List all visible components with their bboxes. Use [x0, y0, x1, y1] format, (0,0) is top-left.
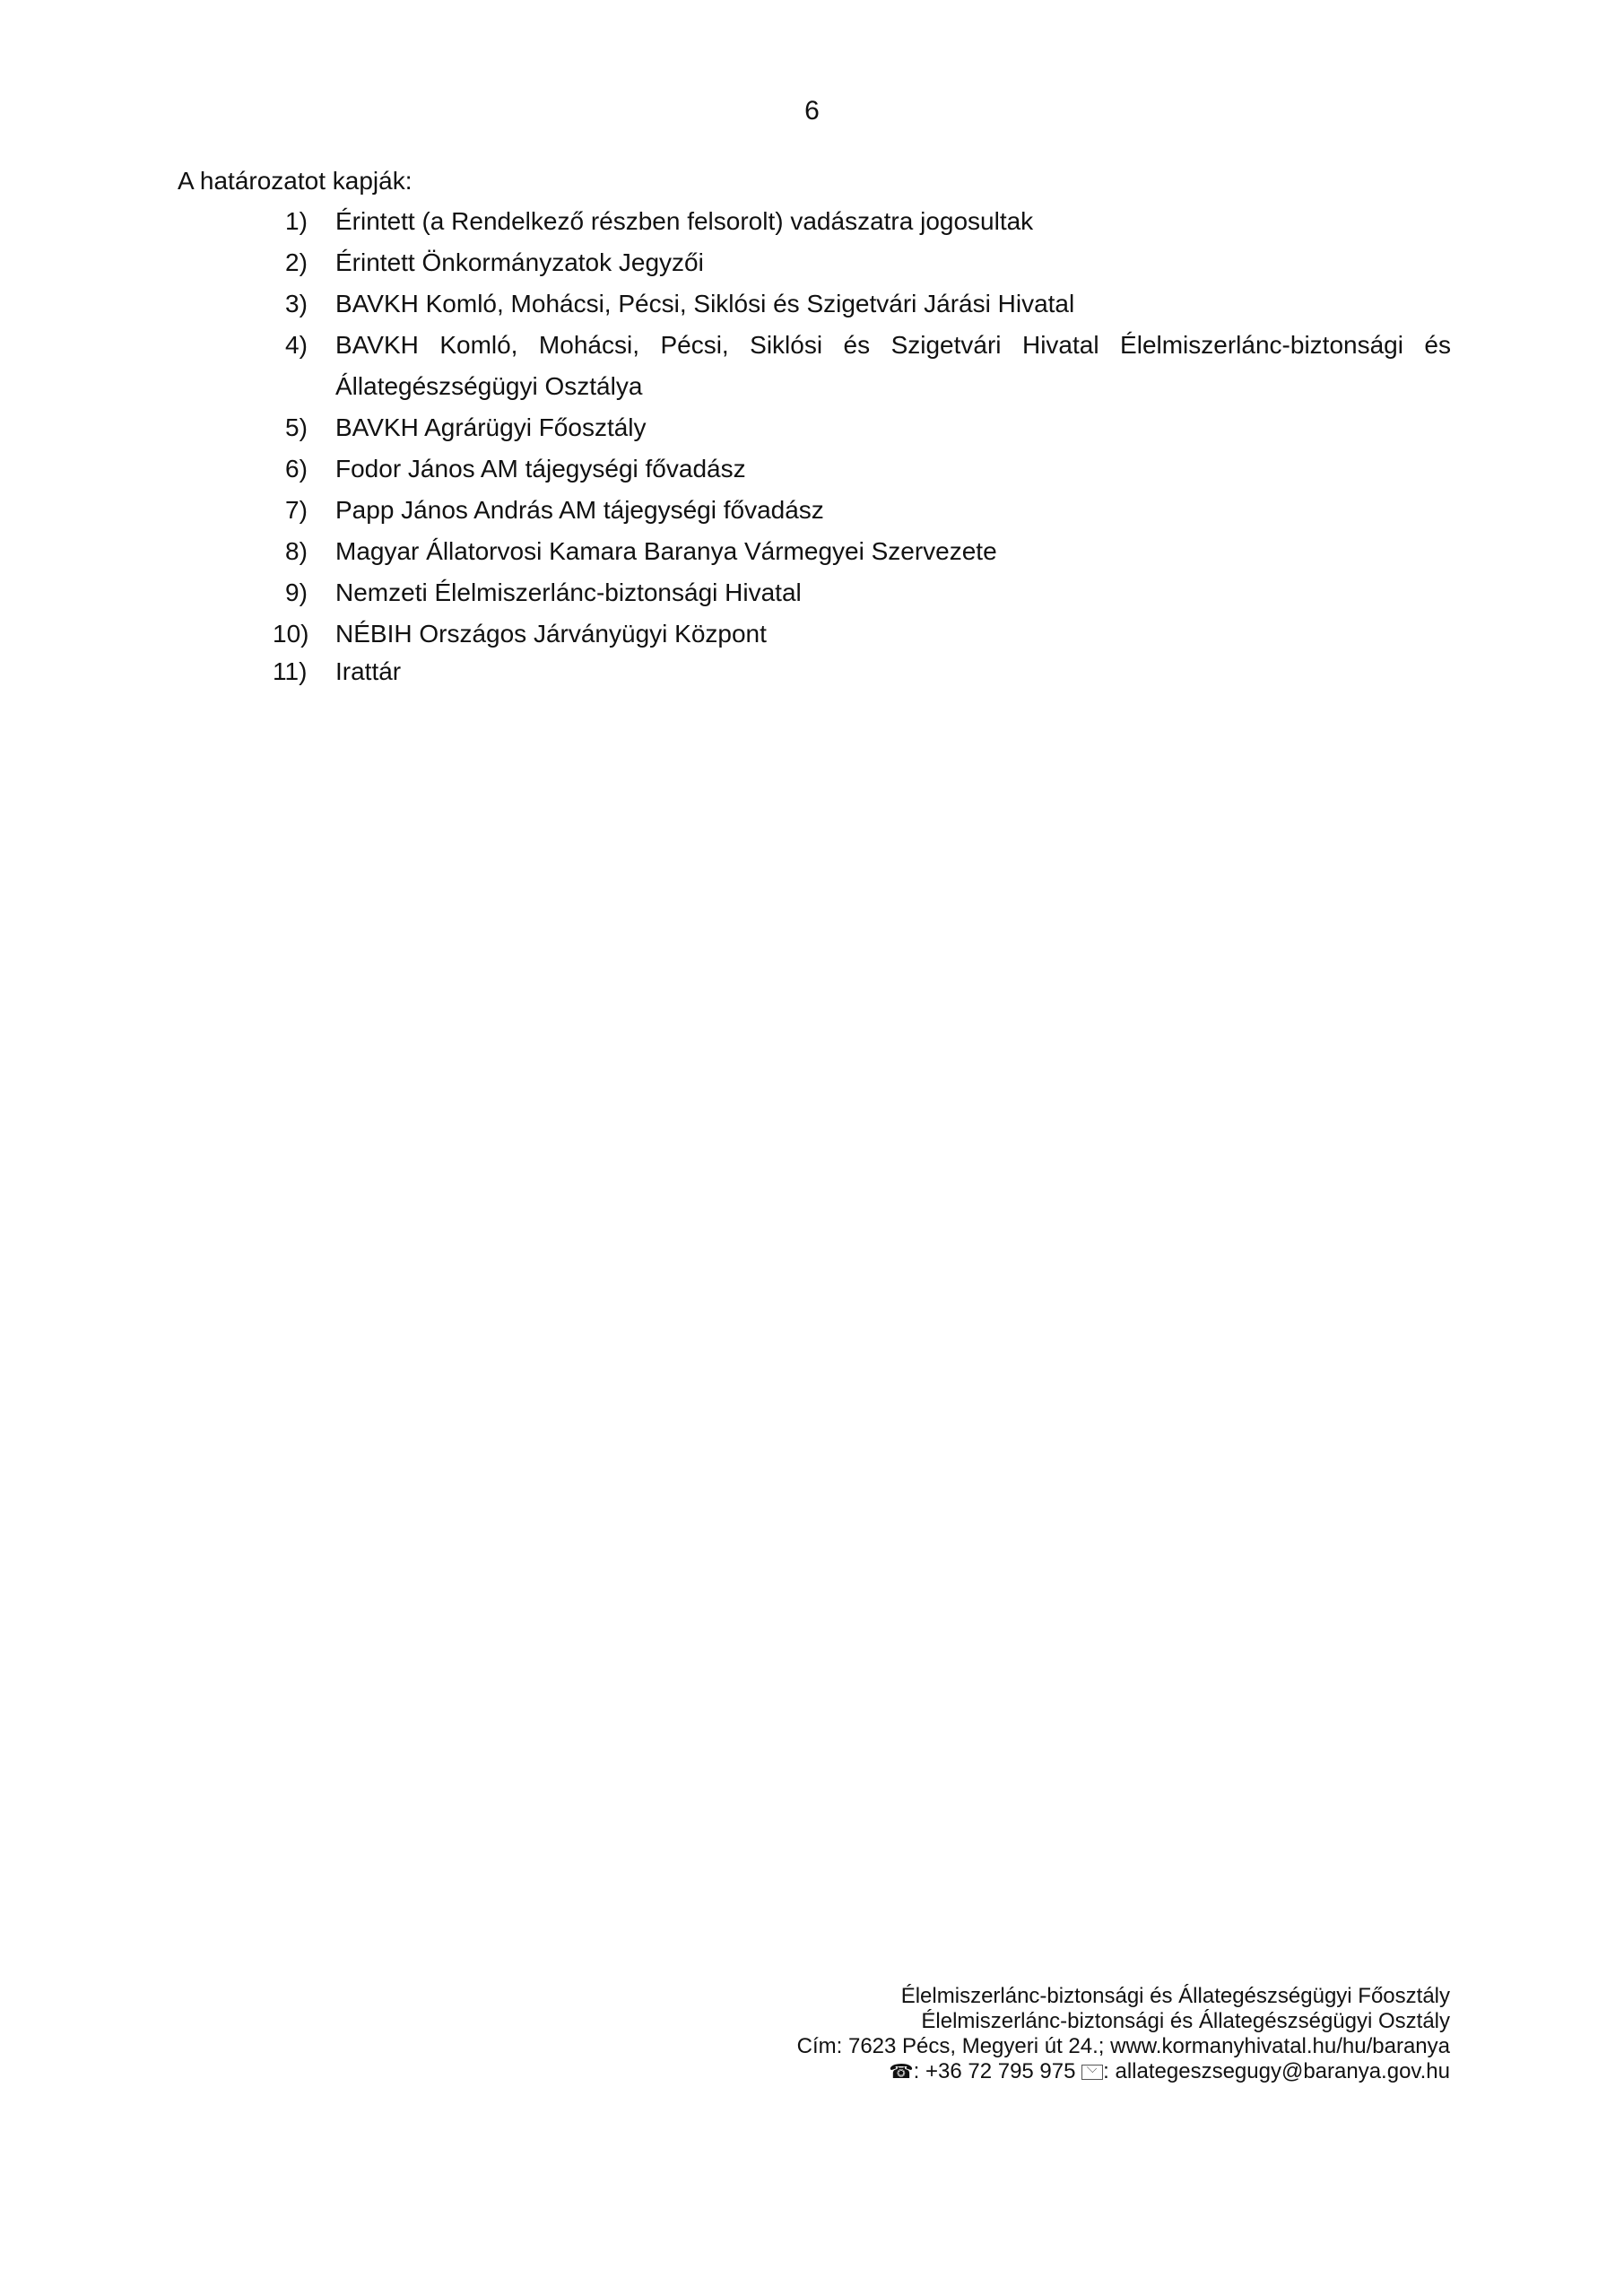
list-item-text: Papp János András AM tájegységi fővadász — [335, 496, 824, 524]
list-item — [285, 531, 1451, 572]
list-item-text: Érintett Önkormányzatok Jegyzői — [335, 248, 704, 276]
list-item-text: BAVKH Komló, Mohácsi, Pécsi, Siklósi és Szigetvári Hivatal Élelmiszerlánc-biztonsági és Állategészségügyi Osztálya — [335, 331, 1451, 400]
list-item-text: Érintett (a Rendelkező részben felsorolt) vadászatra jogosultak — [335, 207, 1034, 235]
list-item-number: 10) — [273, 620, 309, 648]
list-item — [285, 242, 1451, 283]
list-item-number: 4) — [285, 331, 308, 359]
list-item-number: 1) — [285, 207, 308, 235]
list-item — [285, 283, 1451, 325]
list-item-text: NÉBIH Országos Járványügyi Központ — [335, 620, 767, 648]
footer-contact — [797, 2059, 1450, 2084]
footer-email: : allategeszsegugy@baranya.gov.hu — [1103, 2059, 1450, 2083]
recipients-list — [273, 201, 1451, 689]
phone-icon: ☎ — [889, 2060, 914, 2083]
list-item-number: 11) — [273, 657, 308, 685]
list-item-text: Magyar Állatorvosi Kamara Baranya Vármegyei Szervezete — [335, 537, 997, 565]
letterhead-footer — [797, 1984, 1450, 2084]
footer-department: Élelmiszerlánc-biztonsági és Állategészségügyi Főosztály — [900, 1984, 1450, 2008]
list-item-text: Fodor János AM tájegységi fővadász — [335, 455, 746, 483]
list-item-text: BAVKH Agrárügyi Főosztály — [335, 413, 647, 441]
list-item — [285, 572, 1451, 613]
list-item — [273, 613, 1451, 655]
list-item-text: BAVKH Komló, Mohácsi, Pécsi, Siklósi és Szigetvári Járási Hivatal — [335, 290, 1075, 317]
list-item-number: 6) — [285, 455, 308, 483]
list-item — [285, 407, 1451, 448]
list-item — [285, 448, 1451, 490]
list-item-number: 5) — [285, 413, 308, 441]
list-item — [285, 201, 1451, 242]
list-item — [273, 655, 1451, 689]
email-icon — [1081, 2065, 1103, 2080]
list-item — [285, 490, 1451, 531]
footer-division: Élelmiszerlánc-biztonsági és Állategészségügyi Osztály — [921, 2009, 1450, 2033]
recipients-heading: A határozatot kapják: — [178, 167, 413, 195]
list-item-number: 3) — [285, 290, 308, 317]
footer-phone: : +36 72 795 975 — [913, 2059, 1076, 2083]
footer-address: Cím: 7623 Pécs, Megyeri út 24.; www.kormanyhivatal.hu/hu/baranya — [796, 2034, 1450, 2058]
list-item-number: 9) — [285, 578, 308, 606]
list-item-text: Nemzeti Élelmiszerlánc-biztonsági Hivatal — [335, 578, 802, 606]
list-item-text: Irattár — [335, 657, 402, 685]
list-item — [285, 325, 1451, 407]
list-item-number: 2) — [285, 248, 308, 276]
list-item-number: 7) — [285, 496, 308, 524]
list-item-number: 8) — [285, 537, 308, 565]
page-number: 6 — [804, 96, 820, 126]
